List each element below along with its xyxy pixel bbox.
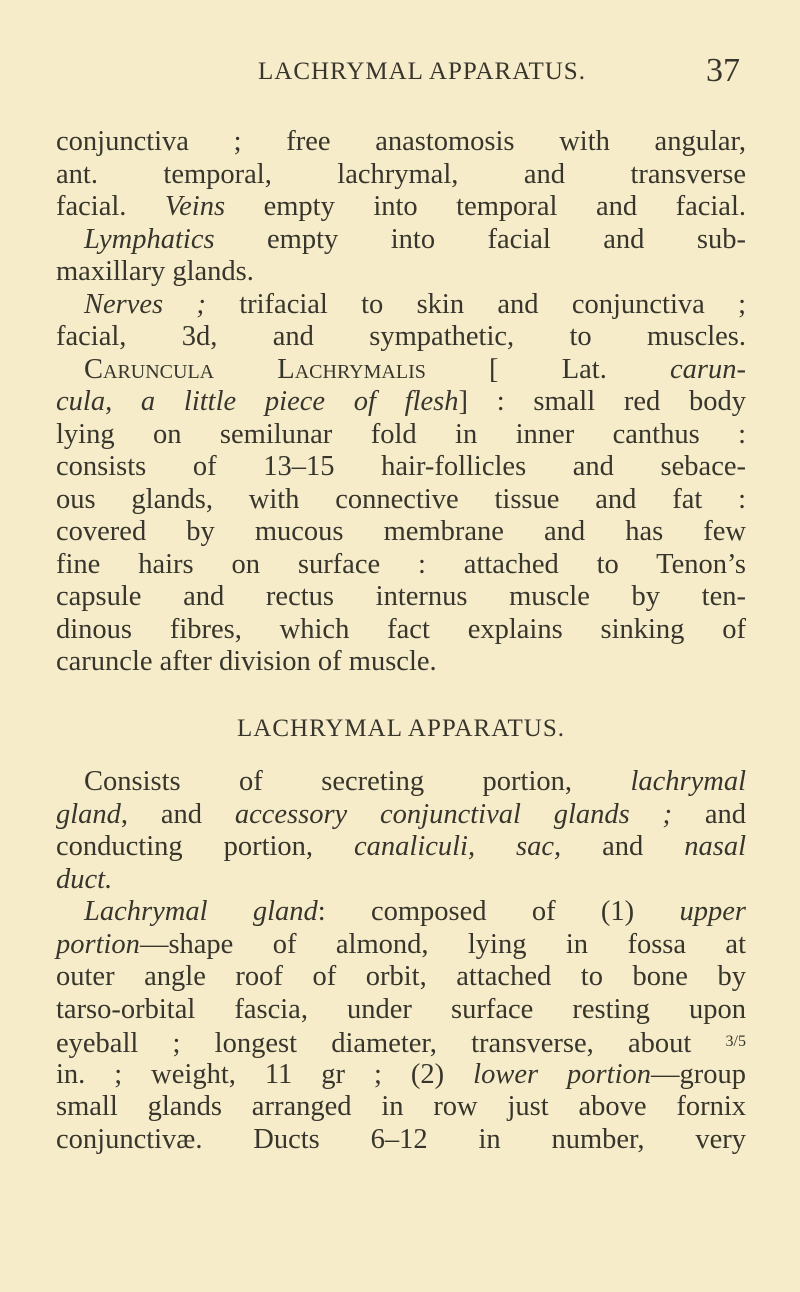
text-line [56, 1059, 746, 1091]
text-run: conjunctiva ; free anastomosis with angular, [56, 126, 746, 157]
small-caps-term: Caruncula Lachrymalis [84, 354, 426, 385]
text-run: , and [120, 799, 235, 830]
text-run: facial. [56, 191, 165, 222]
section-heading [56, 713, 746, 745]
text-line [56, 961, 746, 993]
text-line [56, 646, 746, 678]
running-title: LACHRYMAL APPARATUS. [258, 58, 586, 85]
text-line [56, 126, 746, 158]
text-run: LACHRYMAL APPARATUS. [237, 715, 565, 742]
text-run: tarso-orbital fascia, under surface resting upon [56, 994, 746, 1025]
italic-text: accessory conjunctival glands ; [234, 799, 673, 830]
text-line [56, 484, 746, 516]
text-run: in. ; weight, 11 gr ; (2) [56, 1059, 474, 1090]
text-run: small glands arranged in row just above fornix [56, 1091, 746, 1122]
text-run: conducting portion, [56, 831, 354, 862]
text-line [56, 929, 746, 961]
italic-text: Lymphatics [84, 224, 215, 255]
text-run: : composed of (1) [317, 896, 680, 927]
text-line [56, 419, 746, 451]
text-line [56, 864, 746, 896]
text-run: empty into temporal and facial. [225, 191, 746, 222]
text-line [56, 321, 746, 353]
text-run: facial, 3d, and sympathetic, to muscles. [56, 321, 746, 352]
text-line [84, 289, 746, 321]
text-run: ant. temporal, lachrymal, and transverse [56, 159, 746, 190]
italic-text: portion [56, 929, 140, 960]
text-line [56, 386, 746, 418]
italic-text: Lachrymal gland [84, 896, 318, 927]
text-run: consists of 13–15 hair-follicles and sebace- [56, 451, 746, 482]
text-line [56, 614, 746, 646]
text-line [56, 451, 746, 483]
text-run: lying on semilunar fold in inner canthus : [56, 419, 746, 450]
text-line [56, 1091, 746, 1123]
fraction: 3/5 [725, 1033, 746, 1050]
italic-text: carun- [670, 354, 746, 385]
italic-text: canaliculi, sac, [354, 831, 562, 862]
italic-text: cula, a little piece of flesh [56, 386, 459, 417]
text-line [56, 191, 746, 223]
text-run: caruncle after division of muscle. [56, 646, 437, 677]
italic-text: duct. [56, 864, 113, 895]
text-line [84, 354, 746, 386]
text-line [56, 549, 746, 581]
text-run: outer angle roof of orbit, attached to bone by [56, 961, 746, 992]
text-run: empty into facial and sub- [214, 224, 746, 255]
text-line [56, 159, 746, 191]
italic-text: lachrymal [630, 766, 746, 797]
text-line [56, 581, 746, 613]
text-run: maxillary glands. [56, 256, 254, 287]
running-header [0, 52, 800, 92]
text-run: dinous fibres, which fact explains sinking of [56, 614, 746, 645]
text-line [56, 516, 746, 548]
text-line [56, 256, 746, 288]
italic-text: nasal [684, 831, 746, 862]
text-line [56, 994, 746, 1026]
text-run: [ Lat. [425, 354, 671, 385]
text-run: conjunctivæ. Ducts 6–12 in number, very [56, 1124, 746, 1155]
italic-text: lower portion [473, 1059, 651, 1090]
text-line [56, 1026, 746, 1060]
text-run: Consists of secreting portion, [84, 766, 631, 797]
text-line [56, 831, 746, 863]
text-run: ] : small red body [458, 386, 747, 417]
text-run: trifacial to skin and conjunctiva ; [205, 289, 746, 320]
text-line [84, 896, 746, 928]
italic-text: Veins [164, 191, 226, 222]
italic-text: gland [56, 799, 121, 830]
italic-text: Nerves ; [84, 289, 206, 320]
text-run: capsule and rectus internus muscle by ten- [56, 581, 746, 612]
text-run: and [561, 831, 685, 862]
text-line [56, 1124, 746, 1156]
text-run: ous glands, with connective tissue and fat : [56, 484, 746, 515]
italic-text: upper [679, 896, 746, 927]
text-run: —shape of almond, lying in fossa at [139, 929, 746, 960]
text-line [56, 799, 746, 831]
text-run: fine hairs on surface : attached to Tenon’s [56, 549, 746, 580]
text-run: and [672, 799, 746, 830]
text-line [84, 224, 746, 256]
text-run: eyeball ; longest diameter, transverse, about [56, 1028, 726, 1059]
text-run: covered by mucous membrane and has few [56, 516, 746, 547]
page-number: 37 [706, 52, 740, 89]
text-run: —group [651, 1059, 746, 1090]
text-line [84, 766, 746, 798]
